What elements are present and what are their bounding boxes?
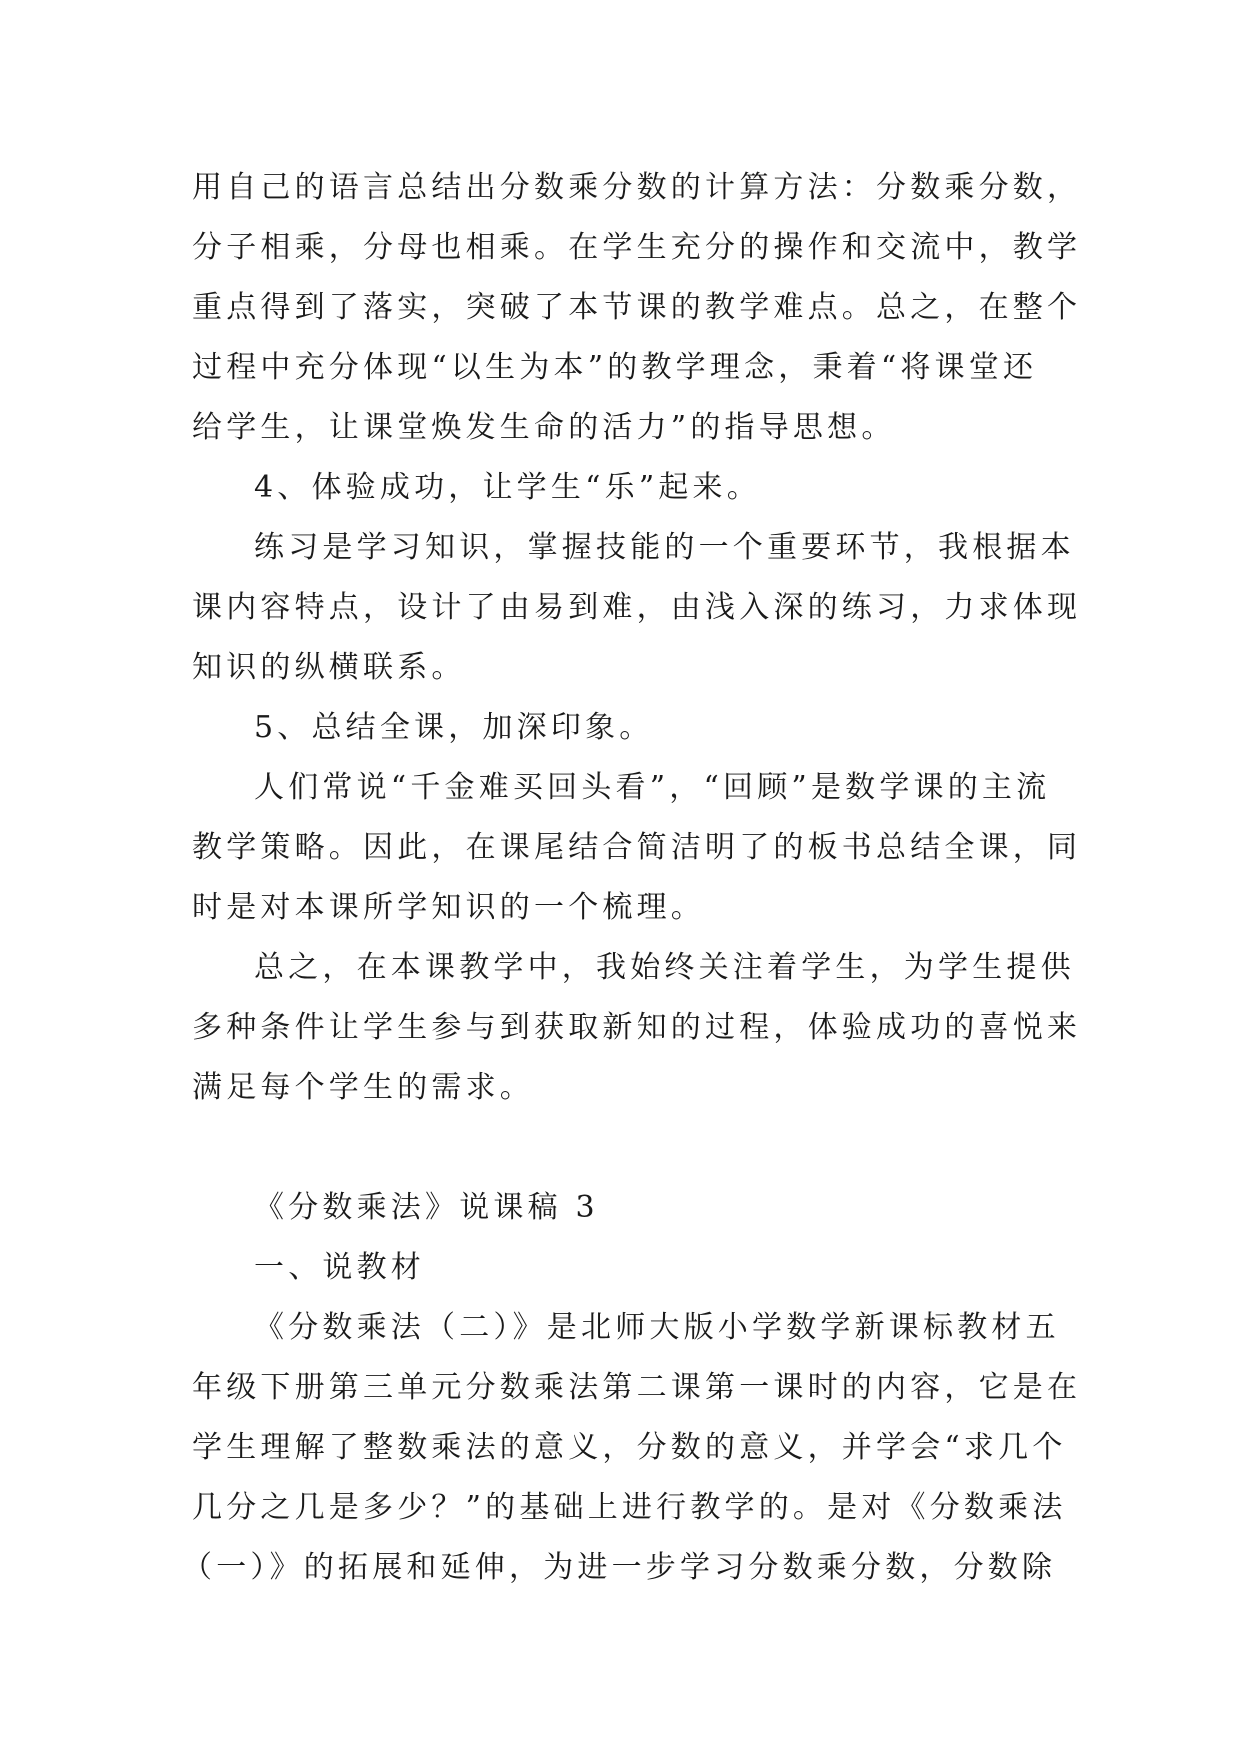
text-line: 年级下册第三单元分数乘法第二课第一课时的内容，它是在 [192,1370,1082,1405]
text-line: 满足每个学生的需求。 [192,1070,534,1105]
text-line: 知识的纵横联系。 [192,650,466,685]
text-line: 过程中充分体现“以生为本”的教学理念，秉着“将课堂还 [192,350,1038,385]
document-title: 《分数乘法》说课稿 3 [254,1190,599,1225]
text-line: 学生理解了整数乘法的意义，分数的意义，并学会“求几个 [192,1430,1067,1465]
text-line: 课内容特点，设计了由易到难，由浅入深的练习，力求体现 [192,590,1082,625]
text-line: 时是对本课所学知识的一个梳理。 [192,890,705,925]
text-line: （一）》的拓展和延伸，为进一步学习分数乘分数，分数除 [182,1550,1057,1585]
text-line: 分子相乘，分母也相乘。在学生充分的操作和交流中，教学 [192,230,1082,265]
section-heading: 5、总结全课，加深印象。 [254,710,654,745]
text-line: 用自己的语言总结出分数乘分数的计算方法：分数乘分数， [192,170,1082,205]
paragraph-start: 总之，在本课教学中，我始终关注着学生，为学生提供 [254,950,1075,985]
text-line: 给学生，让课堂焕发生命的活力”的指导思想。 [192,410,896,445]
paragraph-start: 人们常说“千金难买回头看”，“回顾”是数学课的主流 [254,770,1051,805]
text-line: 几分之几是多少？”的基础上进行教学的。是对《分数乘法 [192,1490,1067,1525]
paragraph-start: 《分数乘法（二）》是北师大版小学数学新课标教材五 [254,1310,1060,1345]
text-line: 教学策略。因此，在课尾结合简洁明了的板书总结全课，同 [192,830,1082,865]
section-heading: 4、体验成功，让学生“乐”起来。 [254,470,761,505]
paragraph-start: 练习是学习知识，掌握技能的一个重要环节，我根据本 [254,530,1075,565]
section-heading: 一、说教材 [254,1250,425,1285]
text-line: 重点得到了落实，突破了本节课的教学难点。总之，在整个 [192,290,1082,325]
text-line: 多种条件让学生参与到获取新知的过程，体验成功的喜悦来 [192,1010,1082,1045]
